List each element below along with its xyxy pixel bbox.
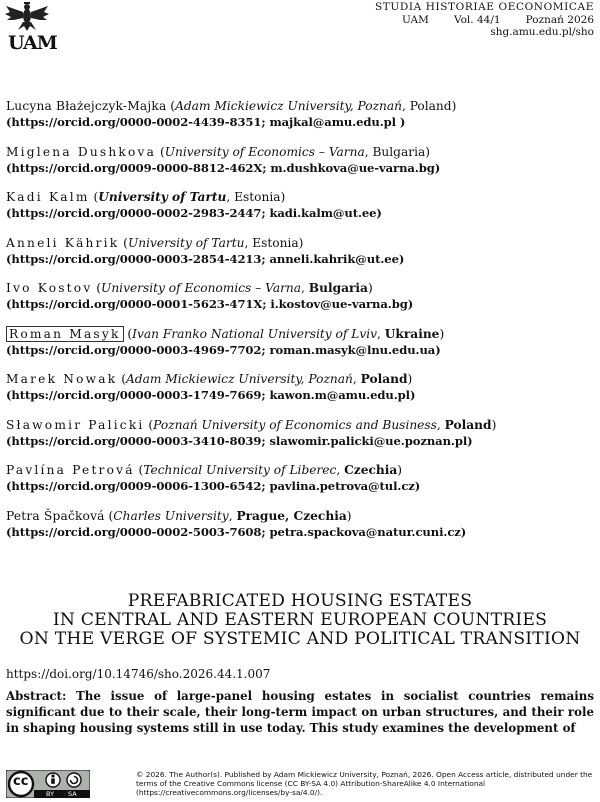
page-header	[0, 0, 600, 52]
author-country: Estonia	[234, 190, 281, 204]
author-entry: Marek Nowak (Adam Mickiewicz University, Poznań, Poland) (https://orcid.org/0000-0003-1749-7669; kawon.m@amu.edu.pl)	[6, 371, 596, 403]
author-orcid[interactable]: (https://orcid.org/0009-0000-8812-462X; m.dushkova@ue-varna.bg)	[6, 160, 441, 175]
cc-by-sa-badge[interactable]	[6, 770, 90, 798]
title-line: IN CENTRAL AND EASTERN EUROPEAN COUNTRIES	[52, 610, 548, 630]
author-affiliation: University of Tartu	[98, 190, 227, 204]
author-orcid[interactable]: (https://orcid.org/0000-0003-2854-4213; anneli.kahrik@ut.ee)	[6, 251, 405, 266]
cc-sa-label: SA	[68, 790, 77, 798]
author-affiliation: Ivan Franko National University of Lviv	[132, 326, 378, 341]
author-orcid[interactable]: (https://orcid.org/0000-0003-4969-7702; roman.masyk@lnu.edu.ua)	[6, 342, 441, 357]
author-orcid[interactable]: (https://orcid.org/0000-0002-2983-2447; kadi.kalm@ut.ee)	[6, 206, 382, 220]
title-line: PREFABRICATED HOUSING ESTATES	[127, 591, 473, 611]
author-orcid[interactable]: (https://orcid.org/0000-0003-1749-7669; kawon.m@amu.edu.pl)	[6, 388, 416, 402]
author-entry: Sławomir Palicki (Poznań University of Economics and Business, Poland) (https://orcid.org/0000-0003-3410-8039; slawomir.palicki@ue.poznan.pl)	[6, 417, 596, 449]
cc-label: cc	[13, 774, 29, 789]
author-entry: Miglena Dushkova (University of Economics – Varna, Bulgaria) (https://orcid.org/0009-0000-8812-462X; m.dushkova@ue-varna.bg)	[6, 144, 596, 176]
author-name: Marek Nowak	[6, 372, 118, 386]
author-name[interactable]: Roman Masyk	[6, 326, 124, 342]
publisher-short: UAM	[402, 13, 429, 26]
journal-url[interactable]: shg.amu.edu.pl/sho	[490, 26, 594, 38]
author-affiliation: Poznań University of Economics and Business	[153, 417, 437, 432]
author-country: Ukraine	[384, 326, 440, 341]
abstract-label: Abstract	[6, 689, 62, 703]
author-entry: Ivo Kostov (University of Economics – Varna, Bulgaria) (https://orcid.org/0000-0001-5623-471X; i.kostov@ue-varna.bg)	[6, 280, 596, 312]
author-country: Czechia	[344, 463, 398, 477]
place-year: Poznań 2026	[525, 13, 594, 26]
page-footer	[0, 768, 600, 800]
article-title	[0, 592, 600, 649]
author-name: Pavlína Petrová	[6, 463, 135, 477]
uam-logo	[4, 2, 57, 54]
author-affiliation: Adam Mickiewicz University, Poznań	[175, 99, 402, 113]
author-orcid[interactable]: (https://orcid.org/0000-0003-3410-8039; slawomir.palicki@ue.poznan.pl)	[6, 433, 473, 448]
doi-link[interactable]: https://doi.org/10.14746/sho.2026.44.1.007	[6, 667, 271, 681]
author-orcid[interactable]: (https://orcid.org/0000-0002-5003-7608; petra.spackova@natur.cuni.cz)	[6, 524, 467, 539]
author-affiliation: Charles University	[113, 508, 229, 523]
author-country: Prague, Czechia	[236, 508, 347, 523]
logo-text: UAM	[8, 32, 57, 54]
cc-by-label: BY	[46, 790, 55, 798]
volume: Vol. 44/1	[453, 13, 501, 26]
author-entry: Kadi Kalm (University of Tartu, Estonia) (https://orcid.org/0000-0002-2983-2447; kadi.kalm@ut.ee)	[6, 189, 596, 221]
author-list	[6, 98, 596, 553]
author-name: Sławomir Palicki	[6, 417, 145, 432]
eagle-icon	[4, 2, 50, 32]
journal-info	[375, 1, 594, 39]
abstract	[6, 688, 594, 736]
author-name: Ivo Kostov	[6, 281, 93, 295]
author-affiliation: Adam Mickiewicz University, Poznań	[125, 372, 353, 386]
author-entry: Petra Špačková (Charles University, Prague, Czechia) (https://orcid.org/0000-0002-5003-7608; petra.spackova@natur.cuni.cz)	[6, 508, 596, 540]
author-country: Poland	[360, 372, 408, 386]
author-affiliation: Technical University of Liberec	[143, 463, 337, 477]
title-line: ON THE VERGE OF SYSTEMIC AND POLITICAL TRANSITION	[19, 629, 581, 649]
abstract-text: : The issue of large-panel housing estates in socialist countries remains significant due to their scale, their long-term impact on urban structures, and their role in shaping housing systems still in use today. This study examines the development of	[6, 689, 594, 735]
author-entry: Roman Masyk (Ivan Franko National University of Lviv, Ukraine) (https://orcid.org/0000-0003-4969-7702; roman.masyk@lnu.edu.ua)	[6, 326, 596, 358]
license-text: © 2026. The Author(s). Published by Adam Mickiewicz University, Poznań, 2026. Open Access article, distributed under the terms of the Creative Commons license (CC BY-SA 4.0) Attribution-ShareAlike 4.0 International (https://creativecommons.org/licenses/by-sa/4.0/).	[136, 770, 593, 797]
author-country: Estonia	[252, 235, 299, 250]
author-name: Anneli Kährik	[6, 235, 120, 250]
author-affiliation: University of Economics – Varna	[164, 144, 365, 159]
author-entry: Anneli Kährik (University of Tartu, Estonia) (https://orcid.org/0000-0003-2854-4213; anneli.kahrik@ut.ee)	[6, 235, 596, 267]
author-country: Bulgaria	[308, 281, 368, 295]
author-country: Poland	[444, 417, 492, 432]
author-name: Kadi Kalm	[6, 190, 90, 204]
author-name: Lucyna Błażejczyk-Majka	[6, 99, 167, 113]
author-orcid[interactable]: (https://orcid.org/0009-0006-1300-6542; pavlina.petrova@tul.cz)	[6, 479, 421, 493]
author-name: Petra Špačková	[6, 508, 105, 523]
author-entry: Lucyna Błażejczyk-Majka (Adam Mickiewicz University, Poznań, Poland) (https://orcid.org/0000-0002-4439-8351; majkal@amu.edu.pl )	[6, 98, 596, 130]
author-country: Poland	[409, 99, 452, 113]
journal-name: STUDIA HISTORIAE OECONOMICAE	[375, 1, 594, 13]
author-affiliation: University of Tartu	[127, 235, 245, 250]
author-affiliation: University of Economics – Varna	[101, 281, 302, 295]
author-entry: Pavlína Petrová (Technical University of Liberec, Czechia) (https://orcid.org/0009-0006-1300-6542; pavlina.petrova@tul.cz)	[6, 462, 596, 494]
author-country: Bulgaria	[372, 144, 426, 159]
author-orcid[interactable]: (https://orcid.org/0000-0001-5623-471X; i.kostov@ue-varna.bg)	[6, 297, 414, 311]
author-orcid[interactable]: (https://orcid.org/0000-0002-4439-8351; majkal@amu.edu.pl )	[6, 115, 406, 129]
author-name: Miglena Dushkova	[6, 144, 157, 159]
